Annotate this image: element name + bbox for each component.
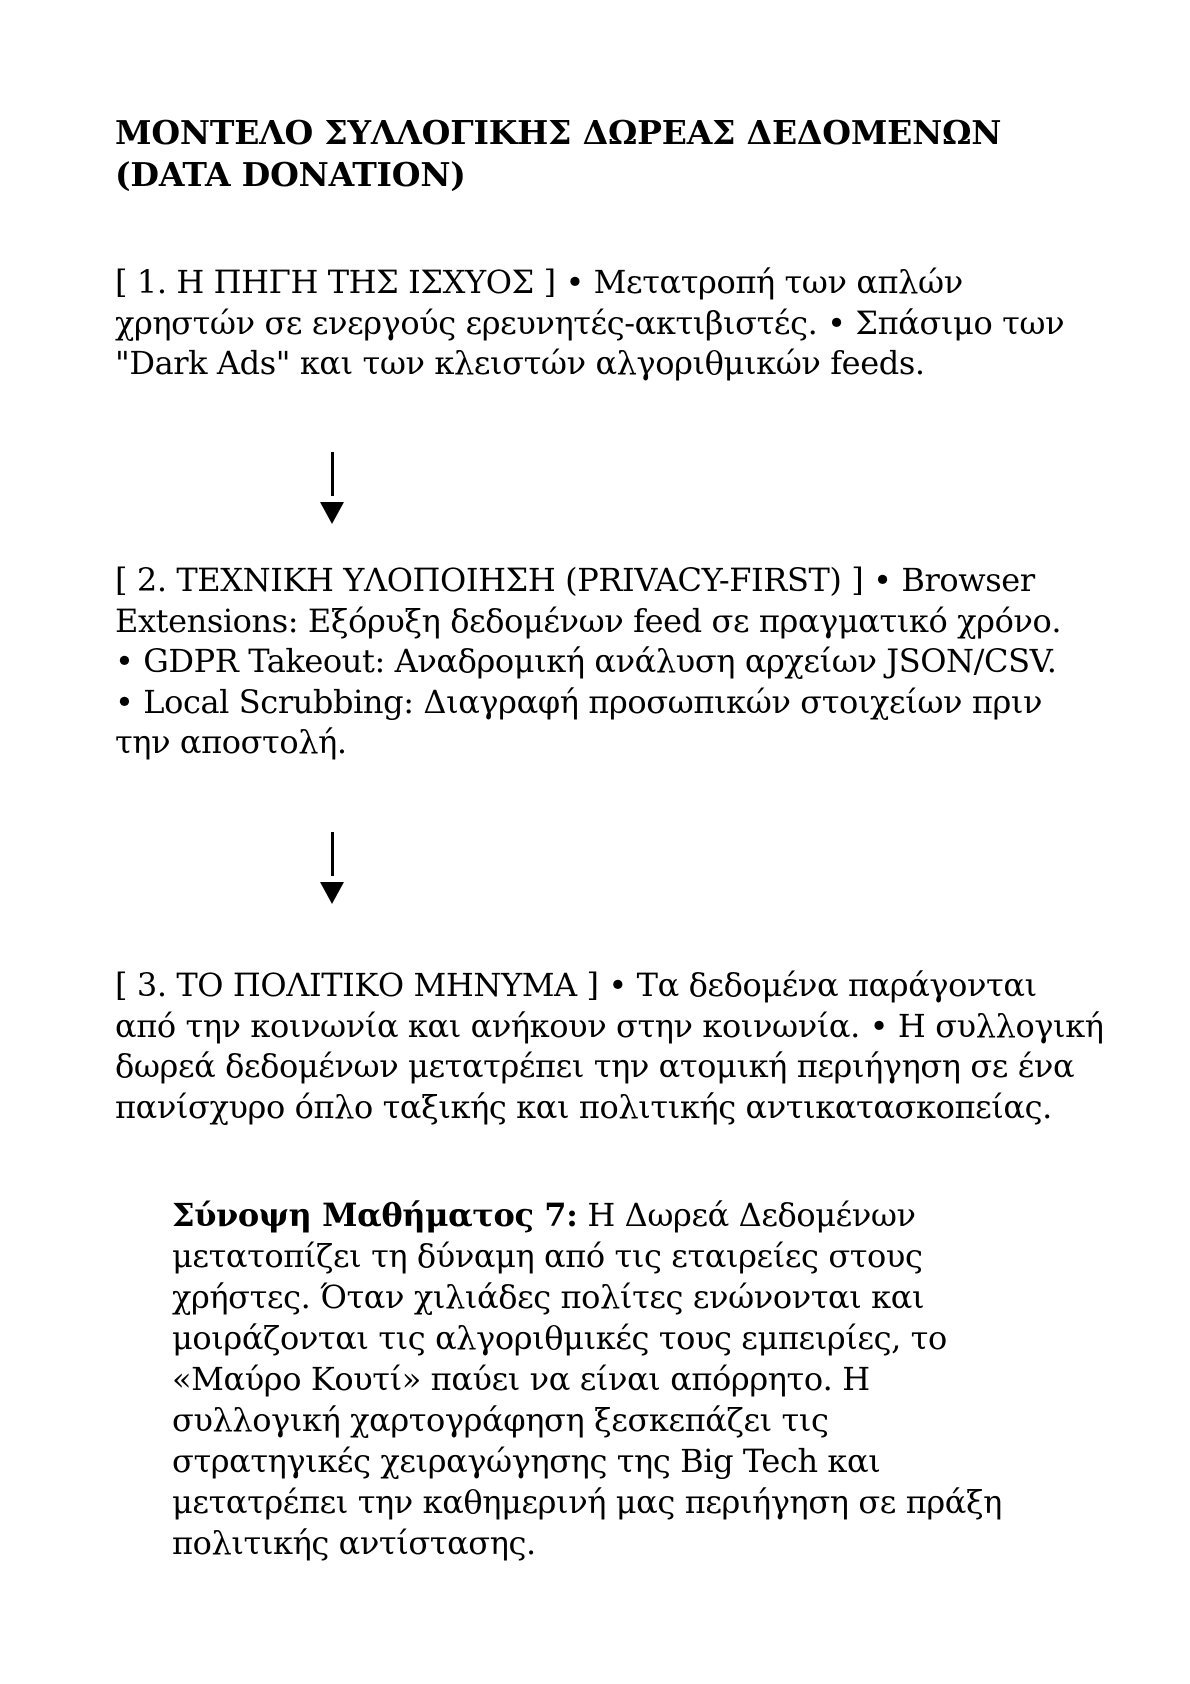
arrow-shaft (331, 452, 334, 496)
title-line-2: (DATA DONATION) (115, 155, 466, 194)
down-arrow-icon (318, 832, 348, 906)
section-political-message (115, 965, 1105, 1127)
summary-line: πολιτικής αντίστασης. (172, 1524, 536, 1562)
summary-line: μοιράζονται τις αλγοριθμικές τους εμπειρίες, το (172, 1319, 947, 1357)
section-1-line: χρηστών σε ενεργούς ερευνητές-ακτιβιστές. • Σπάσιμο των (115, 303, 1065, 342)
summary-line: μετατρέπει την καθημερινή μας περιήγηση σε πράξη (172, 1483, 1002, 1521)
section-3-line: [ 3. ΤΟ ΠΟΛΙΤΙΚΟ ΜΗΝΥΜΑ ] • Τα δεδομένα παράγονται (115, 966, 1037, 1004)
section-2-line: • Local Scrubbing: Διαγραφή προσωπικών στοιχείων πριν (115, 682, 1043, 721)
section-1-line: [ 1. Η ΠΗΓΗ ΤΗΣ ΙΣΧΥΟΣ ] • Μετατροπή των απλών (115, 263, 963, 301)
arrow-shaft (331, 832, 334, 876)
section-2-line: Extensions: Εξόρυξη δεδομένων feed σε πραγματικό χρόνο. (115, 601, 1062, 640)
section-2-line: την αποστολή. (115, 723, 347, 761)
summary-line: συλλογική χαρτογράφηση ξεσκεπάζει τις (172, 1401, 829, 1439)
title-line-1: ΜΟΝΤΕΛΟ ΣΥΛΛΟΓΙΚΗΣ ΔΩΡΕΑΣ ΔΕΔΟΜΕΝΩΝ (115, 113, 1002, 152)
section-2-line: • GDPR Takeout: Αναδρομική ανάλυση αρχείων JSON/CSV. (115, 642, 1057, 680)
summary-text: Η Δωρεά Δεδομένων (577, 1196, 916, 1234)
summary-line (172, 1195, 1072, 1236)
section-power-source (115, 262, 1105, 384)
section-2-line: [ 2. ΤΕΧΝΙΚΗ ΥΛΟΠΟΙΗΣΗ (PRIVACY-FIRST) ] • Browser (115, 561, 1035, 599)
arrow-head (320, 502, 344, 524)
section-3-line: δωρεά δεδομένων μετατρέπει την ατομική περιήγηση σε ένα (115, 1047, 1075, 1085)
page-title (115, 112, 1095, 196)
summary-line: χρήστες. Όταν χιλιάδες πολίτες ενώνονται και (172, 1278, 925, 1316)
down-arrow-icon (318, 452, 348, 526)
lesson-summary (172, 1195, 1072, 1564)
summary-line: «Μαύρο Κουτί» παύει να είναι απόρρητο. Η (172, 1360, 870, 1398)
summary-line: μετατοπίζει τη δύναμη από τις εταιρείες στους (172, 1237, 923, 1275)
summary-line: στρατηγικές χειραγώγησης της Big Tech και (172, 1442, 881, 1480)
section-technical-implementation (115, 560, 1105, 763)
summary-label: Σύνοψη Μαθήματος 7: (172, 1196, 578, 1234)
section-3-line: πανίσχυρο όπλο ταξικής και πολιτικής αντικατασκοπείας. (115, 1087, 1052, 1126)
section-1-line: "Dark Ads" και των κλειστών αλγοριθμικών feeds. (115, 344, 925, 382)
section-3-line: από την κοινωνία και ανήκουν στην κοινωνία. • Η συλλογική (115, 1006, 1104, 1045)
arrow-head (320, 882, 344, 904)
